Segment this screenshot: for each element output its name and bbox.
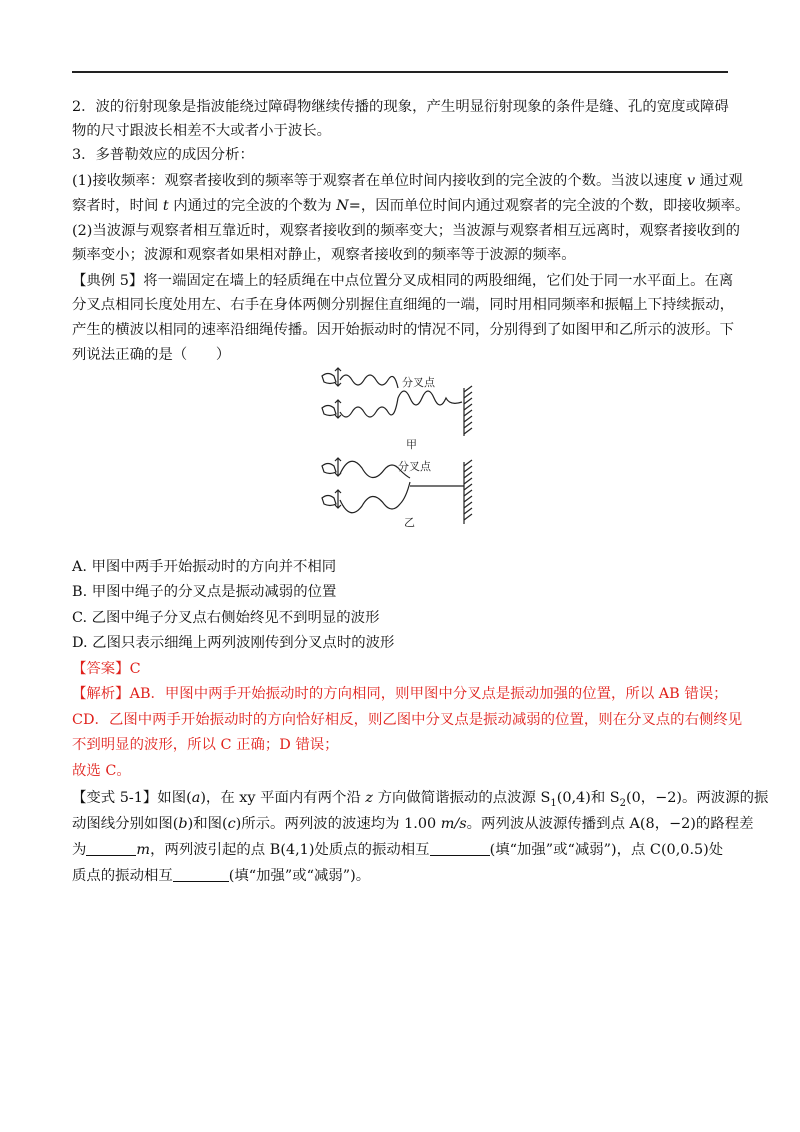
label-yi: 乙 bbox=[404, 516, 415, 529]
wave-upper-jia bbox=[340, 375, 398, 388]
label-fork-bottom: 分叉点 bbox=[398, 460, 431, 473]
p3-item1-line1: (1)接收频率：观察者接收到的频率等于观察者在单位时间内接收到的完全波的个数。当波以速度 v 通过观 bbox=[72, 173, 743, 189]
wave-lower-yi bbox=[340, 482, 410, 513]
wave-lower-jia bbox=[340, 398, 398, 417]
analysis-line2: CD．乙图中两手开始振动时的方向恰好相反，则乙图中分叉点是振动减弱的位置，则在分叉点的右侧终见 bbox=[72, 712, 743, 728]
header-rule bbox=[72, 71, 728, 73]
example5-line3: 产生的横波以相同的速率沿细绳传播。因开始振动时的情况不同，分别得到了如图甲和乙所示的波形。下 bbox=[72, 322, 734, 338]
option-a: A. 甲图中两手开始振动时的方向并不相同 bbox=[72, 559, 337, 575]
option-d: D. 乙图只表示细绳上两列波刚传到分叉点时的波形 bbox=[72, 635, 395, 651]
arrow-icon bbox=[335, 368, 341, 386]
blank-point-c[interactable] bbox=[173, 867, 229, 882]
blank-path-difference[interactable] bbox=[86, 841, 136, 856]
analysis-line3: 不到明显的波形，所以 C 正确；D 错误； bbox=[72, 737, 339, 753]
option-b: B. 甲图中绳子的分叉点是振动减弱的位置 bbox=[72, 584, 337, 600]
conclusion: 故选 C。 bbox=[72, 763, 131, 779]
analysis-line1: 【解析】AB．甲图中两手开始振动时的方向相同，则甲图中分叉点是振动加强的位置，所以 AB 错误； bbox=[72, 686, 728, 702]
p3-item1-line2: 察者时，时间 t 内通过的完全波的个数为 N=，因而单位时间内通过观察者的完全波的个数，即接收频率。 bbox=[72, 198, 750, 214]
blank-point-b[interactable] bbox=[430, 841, 490, 856]
hand-icon bbox=[322, 374, 336, 416]
wave-figure bbox=[318, 366, 490, 536]
variant-line2: 动图线分别如图(b)和图(c)所示。两列波的波速均为 1.00 m/s。两列波从波源传播到点 A(8，−2)的路程差 bbox=[72, 816, 754, 832]
example5-line1: 【典例 5】将一端固定在墙上的轻质绳在中点位置分叉成相同的两股细绳，它们处于同一水平面上。在离 bbox=[72, 273, 734, 289]
variant-line4: 质点的振动相互 (填“加强”或“减弱”)。 bbox=[72, 868, 371, 884]
option-c: C. 乙图中绳子分叉点右侧始终见不到明显的波形 bbox=[72, 610, 380, 626]
wave-merged-jia bbox=[398, 391, 462, 405]
arrow-icon bbox=[335, 400, 341, 418]
variant-line1: 【变式 5-1】如图(a)，在 xy 平面内有两个沿 z 方向做简谐振动的点波源 $S_1(0,4)$和 $S_2(0$，−2)。两波源的振 bbox=[72, 790, 769, 809]
answer: 【答案】C bbox=[72, 661, 141, 677]
p2-line2: 物的尺寸跟波长相差不大或者小于波长。 bbox=[72, 123, 332, 139]
p3-heading: 3．多普勒效应的成因分析： bbox=[72, 147, 254, 163]
example5-line4: 列说法正确的是（ ） bbox=[72, 347, 231, 363]
hand-icon bbox=[322, 464, 336, 474]
wave-figure-svg bbox=[318, 366, 490, 536]
variant-line3: 为 m，两列波引起的点 B(4,1)处质点的振动相互 (填“加强”或“减弱”)，点 C(0,0.5)处 bbox=[72, 842, 724, 858]
label-fork-top: 分叉点 bbox=[402, 376, 435, 389]
p2-line1: 2．波的衍射现象是指波能绕过障碍物继续传播的现象，产生明显衍射现象的条件是缝、孔的宽度或障碍 bbox=[72, 99, 729, 115]
hand-icon bbox=[322, 496, 336, 506]
arrow-icon bbox=[335, 490, 341, 508]
p3-item2-line1: (2)当波源与观察者相互靠近时，观察者接收到的频率变大；当波源与观察者相互远离时，观察者接收到的 bbox=[72, 223, 740, 239]
example5-line2: 分叉点相同长度处用左、右手在身体两侧分别握住直细绳的一端，同时用相同频率和振幅上下持续振动， bbox=[72, 297, 734, 313]
label-jia: 甲 bbox=[406, 438, 417, 451]
p3-item2-line2: 频率变小；波源和观察者如果相对静止，观察者接收到的频率等于波源的频率。 bbox=[72, 247, 576, 263]
